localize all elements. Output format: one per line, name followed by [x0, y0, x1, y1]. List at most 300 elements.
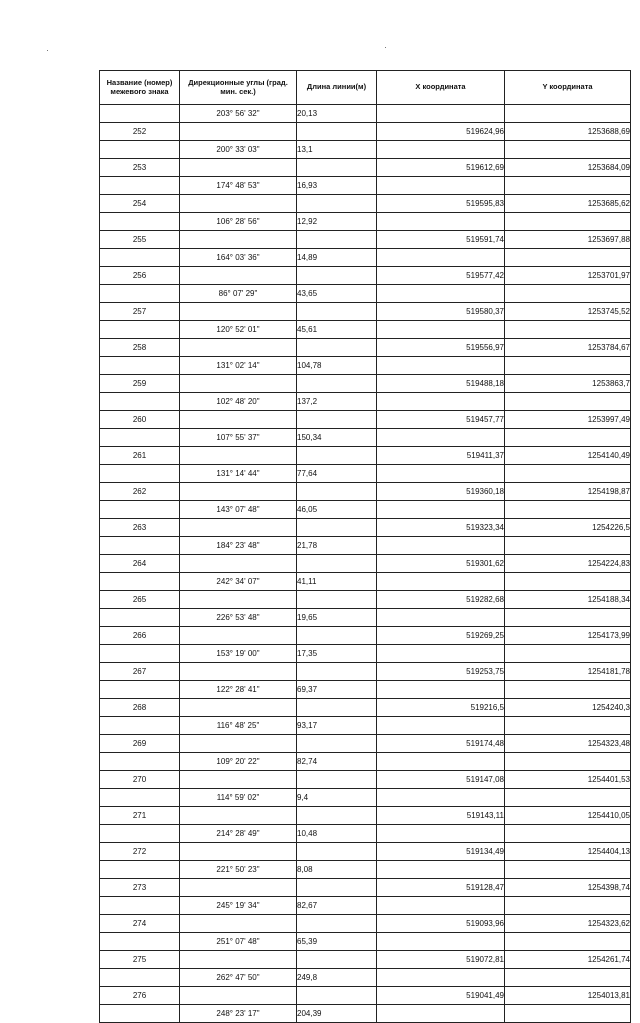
- empty-cell: [297, 231, 377, 249]
- x-coordinate-cell: 519253,75: [377, 663, 505, 681]
- y-coordinate-cell: 1253784,67: [505, 339, 631, 357]
- empty-cell: [100, 465, 180, 483]
- point-row: [100, 483, 631, 501]
- empty-cell: [377, 393, 505, 411]
- point-row: [100, 267, 631, 285]
- empty-cell: [180, 663, 297, 681]
- segment-row: [100, 537, 631, 555]
- direction-angle-cell: 131° 14' 44": [180, 465, 297, 483]
- y-coordinate-cell: 1254323,62: [505, 915, 631, 933]
- empty-cell: [297, 555, 377, 573]
- empty-cell: [505, 501, 631, 519]
- segment-row: [100, 357, 631, 375]
- direction-angle-cell: 200° 33' 03": [180, 141, 297, 159]
- segment-row: [100, 141, 631, 159]
- empty-cell: [297, 159, 377, 177]
- empty-cell: [505, 249, 631, 267]
- empty-cell: [297, 663, 377, 681]
- direction-angle-cell: 214° 28' 49": [180, 825, 297, 843]
- marker-number-cell: 275: [100, 951, 180, 969]
- empty-cell: [100, 321, 180, 339]
- empty-cell: [180, 519, 297, 537]
- point-row: [100, 519, 631, 537]
- x-coordinate-cell: 519143,11: [377, 807, 505, 825]
- marker-number-cell: 261: [100, 447, 180, 465]
- empty-cell: [297, 483, 377, 501]
- marker-number-cell: 268: [100, 699, 180, 717]
- point-row: [100, 771, 631, 789]
- x-coordinate-cell: 519174,48: [377, 735, 505, 753]
- empty-cell: [100, 897, 180, 915]
- y-coordinate-cell: 1254181,78: [505, 663, 631, 681]
- empty-cell: [100, 681, 180, 699]
- empty-cell: [505, 321, 631, 339]
- direction-angle-cell: 107° 55' 37": [180, 429, 297, 447]
- y-coordinate-cell: 1253745,52: [505, 303, 631, 321]
- direction-angle-cell: 262° 47' 50": [180, 969, 297, 987]
- empty-cell: [297, 807, 377, 825]
- x-coordinate-cell: 519216,5: [377, 699, 505, 717]
- empty-cell: [100, 609, 180, 627]
- empty-cell: [180, 627, 297, 645]
- empty-cell: [505, 177, 631, 195]
- segment-row: [100, 825, 631, 843]
- line-length-cell: 150,34: [297, 429, 377, 447]
- empty-cell: [100, 393, 180, 411]
- empty-cell: [297, 735, 377, 753]
- y-coordinate-cell: 1254226,5: [505, 519, 631, 537]
- y-coordinate-cell: 1253863,7: [505, 375, 631, 393]
- empty-cell: [100, 753, 180, 771]
- marker-number-cell: 266: [100, 627, 180, 645]
- line-length-cell: 77,64: [297, 465, 377, 483]
- x-coordinate-cell: 519595,83: [377, 195, 505, 213]
- empty-cell: [180, 807, 297, 825]
- x-coordinate-cell: 519556,97: [377, 339, 505, 357]
- line-length-cell: 20,13: [297, 105, 377, 123]
- empty-cell: [100, 213, 180, 231]
- segment-row: [100, 249, 631, 267]
- direction-angle-cell: 143° 07' 48": [180, 501, 297, 519]
- empty-cell: [100, 429, 180, 447]
- x-coordinate-cell: 519323,34: [377, 519, 505, 537]
- table-body: [100, 105, 631, 1023]
- empty-cell: [377, 429, 505, 447]
- line-length-cell: 82,74: [297, 753, 377, 771]
- marker-number-cell: 258: [100, 339, 180, 357]
- y-coordinate-cell: 1254261,74: [505, 951, 631, 969]
- empty-cell: [297, 375, 377, 393]
- y-coordinate-cell: 1254240,3: [505, 699, 631, 717]
- line-length-cell: 13,1: [297, 141, 377, 159]
- point-row: [100, 627, 631, 645]
- y-coordinate-cell: 1253697,88: [505, 231, 631, 249]
- point-row: [100, 339, 631, 357]
- empty-cell: [180, 699, 297, 717]
- point-row: [100, 303, 631, 321]
- empty-cell: [505, 645, 631, 663]
- empty-cell: [505, 1005, 631, 1023]
- header-name: Название (номер) межевого знака: [100, 71, 180, 105]
- empty-cell: [297, 771, 377, 789]
- point-row: [100, 195, 631, 213]
- empty-cell: [505, 537, 631, 555]
- point-row: [100, 951, 631, 969]
- empty-cell: [297, 123, 377, 141]
- x-coordinate-cell: 519134,49: [377, 843, 505, 861]
- segment-row: [100, 861, 631, 879]
- line-length-cell: 65,39: [297, 933, 377, 951]
- empty-cell: [100, 861, 180, 879]
- marker-number-cell: 272: [100, 843, 180, 861]
- empty-cell: [505, 465, 631, 483]
- line-length-cell: 69,37: [297, 681, 377, 699]
- y-coordinate-cell: 1254198,87: [505, 483, 631, 501]
- line-length-cell: 82,67: [297, 897, 377, 915]
- empty-cell: [100, 501, 180, 519]
- direction-angle-cell: 221° 50' 23": [180, 861, 297, 879]
- y-coordinate-cell: 1254140,49: [505, 447, 631, 465]
- empty-cell: [297, 591, 377, 609]
- empty-cell: [100, 1005, 180, 1023]
- marker-number-cell: 276: [100, 987, 180, 1005]
- x-coordinate-cell: 519093,96: [377, 915, 505, 933]
- empty-cell: [377, 537, 505, 555]
- x-coordinate-cell: 519577,42: [377, 267, 505, 285]
- x-coordinate-cell: 519457,77: [377, 411, 505, 429]
- empty-cell: [505, 933, 631, 951]
- marker-number-cell: 263: [100, 519, 180, 537]
- empty-cell: [377, 105, 505, 123]
- line-length-cell: 46,05: [297, 501, 377, 519]
- x-coordinate-cell: 519282,68: [377, 591, 505, 609]
- segment-row: [100, 213, 631, 231]
- empty-cell: [505, 753, 631, 771]
- point-row: [100, 375, 631, 393]
- marker-number-cell: 260: [100, 411, 180, 429]
- segment-row: [100, 429, 631, 447]
- point-row: [100, 159, 631, 177]
- marker-number-cell: 253: [100, 159, 180, 177]
- empty-cell: [100, 933, 180, 951]
- empty-cell: [377, 141, 505, 159]
- empty-cell: [180, 771, 297, 789]
- header-length: Длина линии(м): [297, 71, 377, 105]
- point-row: [100, 699, 631, 717]
- empty-cell: [377, 645, 505, 663]
- empty-cell: [505, 393, 631, 411]
- direction-angle-cell: 174° 48' 53": [180, 177, 297, 195]
- point-row: [100, 843, 631, 861]
- marker-number-cell: 264: [100, 555, 180, 573]
- empty-cell: [180, 447, 297, 465]
- empty-cell: [377, 1005, 505, 1023]
- line-length-cell: 17,35: [297, 645, 377, 663]
- table-header-row: [100, 71, 631, 105]
- point-row: [100, 591, 631, 609]
- x-coordinate-cell: 519624,96: [377, 123, 505, 141]
- direction-angle-cell: 106° 28' 56": [180, 213, 297, 231]
- empty-cell: [505, 681, 631, 699]
- empty-cell: [100, 537, 180, 555]
- direction-angle-cell: 153° 19' 00": [180, 645, 297, 663]
- marker-number-cell: 256: [100, 267, 180, 285]
- point-row: [100, 807, 631, 825]
- scan-speck: [47, 50, 48, 51]
- line-length-cell: 12,92: [297, 213, 377, 231]
- x-coordinate-cell: 519269,25: [377, 627, 505, 645]
- segment-row: [100, 897, 631, 915]
- empty-cell: [100, 249, 180, 267]
- empty-cell: [377, 177, 505, 195]
- segment-row: [100, 609, 631, 627]
- marker-number-cell: 270: [100, 771, 180, 789]
- marker-number-cell: 271: [100, 807, 180, 825]
- x-coordinate-cell: 519411,37: [377, 447, 505, 465]
- empty-cell: [377, 465, 505, 483]
- segment-row: [100, 753, 631, 771]
- segment-row: [100, 177, 631, 195]
- segment-row: [100, 105, 631, 123]
- segment-row: [100, 717, 631, 735]
- empty-cell: [297, 303, 377, 321]
- direction-angle-cell: 86° 07' 29": [180, 285, 297, 303]
- point-row: [100, 915, 631, 933]
- empty-cell: [505, 717, 631, 735]
- point-row: [100, 735, 631, 753]
- empty-cell: [297, 519, 377, 537]
- segment-row: [100, 933, 631, 951]
- empty-cell: [505, 141, 631, 159]
- empty-cell: [377, 609, 505, 627]
- empty-cell: [180, 411, 297, 429]
- empty-cell: [297, 699, 377, 717]
- line-length-cell: 16,93: [297, 177, 377, 195]
- direction-angle-cell: 114° 59' 02": [180, 789, 297, 807]
- header-x-coordinate: X координата: [377, 71, 505, 105]
- line-length-cell: 204,39: [297, 1005, 377, 1023]
- scan-speck: [385, 47, 386, 48]
- point-row: [100, 231, 631, 249]
- empty-cell: [505, 213, 631, 231]
- empty-cell: [100, 177, 180, 195]
- empty-cell: [505, 285, 631, 303]
- empty-cell: [377, 249, 505, 267]
- empty-cell: [505, 573, 631, 591]
- segment-row: [100, 501, 631, 519]
- point-row: [100, 663, 631, 681]
- empty-cell: [180, 735, 297, 753]
- marker-number-cell: 254: [100, 195, 180, 213]
- line-length-cell: 9,4: [297, 789, 377, 807]
- marker-number-cell: 269: [100, 735, 180, 753]
- empty-cell: [297, 339, 377, 357]
- empty-cell: [180, 951, 297, 969]
- direction-angle-cell: 248° 23' 17": [180, 1005, 297, 1023]
- empty-cell: [377, 969, 505, 987]
- marker-number-cell: 273: [100, 879, 180, 897]
- empty-cell: [180, 591, 297, 609]
- empty-cell: [297, 879, 377, 897]
- empty-cell: [377, 213, 505, 231]
- x-coordinate-cell: 519072,81: [377, 951, 505, 969]
- segment-row: [100, 681, 631, 699]
- empty-cell: [505, 789, 631, 807]
- point-row: [100, 411, 631, 429]
- empty-cell: [180, 915, 297, 933]
- line-length-cell: 137,2: [297, 393, 377, 411]
- y-coordinate-cell: 1254188,34: [505, 591, 631, 609]
- point-row: [100, 123, 631, 141]
- y-coordinate-cell: 1254323,48: [505, 735, 631, 753]
- empty-cell: [377, 573, 505, 591]
- line-length-cell: 93,17: [297, 717, 377, 735]
- line-length-cell: 19,65: [297, 609, 377, 627]
- empty-cell: [100, 285, 180, 303]
- direction-angle-cell: 164° 03' 36": [180, 249, 297, 267]
- marker-number-cell: 267: [100, 663, 180, 681]
- x-coordinate-cell: 519488,18: [377, 375, 505, 393]
- empty-cell: [377, 897, 505, 915]
- empty-cell: [297, 195, 377, 213]
- y-coordinate-cell: 1253685,62: [505, 195, 631, 213]
- x-coordinate-cell: 519301,62: [377, 555, 505, 573]
- empty-cell: [297, 411, 377, 429]
- empty-cell: [297, 987, 377, 1005]
- direction-angle-cell: 251° 07' 48": [180, 933, 297, 951]
- segment-row: [100, 1005, 631, 1023]
- header-y-coordinate: Y координата: [505, 71, 631, 105]
- y-coordinate-cell: 1253997,49: [505, 411, 631, 429]
- empty-cell: [180, 555, 297, 573]
- y-coordinate-cell: 1254410,05: [505, 807, 631, 825]
- point-row: [100, 447, 631, 465]
- x-coordinate-cell: 519612,69: [377, 159, 505, 177]
- line-length-cell: 249,8: [297, 969, 377, 987]
- empty-cell: [180, 339, 297, 357]
- point-row: [100, 879, 631, 897]
- empty-cell: [180, 123, 297, 141]
- empty-cell: [297, 267, 377, 285]
- y-coordinate-cell: 1254401,53: [505, 771, 631, 789]
- boundary-coordinates-table: [99, 70, 631, 1023]
- line-length-cell: 21,78: [297, 537, 377, 555]
- empty-cell: [180, 195, 297, 213]
- empty-cell: [377, 285, 505, 303]
- header-direction: Дирекционные углы (град. мин. сек.): [180, 71, 297, 105]
- direction-angle-cell: 102° 48' 20": [180, 393, 297, 411]
- segment-row: [100, 969, 631, 987]
- empty-cell: [297, 627, 377, 645]
- empty-cell: [297, 915, 377, 933]
- direction-angle-cell: 242° 34' 07": [180, 573, 297, 591]
- x-coordinate-cell: 519591,74: [377, 231, 505, 249]
- empty-cell: [100, 645, 180, 663]
- marker-number-cell: 265: [100, 591, 180, 609]
- empty-cell: [377, 789, 505, 807]
- empty-cell: [100, 357, 180, 375]
- segment-row: [100, 285, 631, 303]
- empty-cell: [100, 789, 180, 807]
- line-length-cell: 14,89: [297, 249, 377, 267]
- empty-cell: [180, 987, 297, 1005]
- x-coordinate-cell: 519580,37: [377, 303, 505, 321]
- direction-angle-cell: 184° 23' 48": [180, 537, 297, 555]
- empty-cell: [377, 861, 505, 879]
- direction-angle-cell: 245° 19' 34": [180, 897, 297, 915]
- x-coordinate-cell: 519041,49: [377, 987, 505, 1005]
- line-length-cell: 104,78: [297, 357, 377, 375]
- marker-number-cell: 255: [100, 231, 180, 249]
- empty-cell: [505, 429, 631, 447]
- empty-cell: [100, 717, 180, 735]
- empty-cell: [297, 447, 377, 465]
- direction-angle-cell: 131° 02' 14": [180, 357, 297, 375]
- empty-cell: [505, 357, 631, 375]
- empty-cell: [180, 843, 297, 861]
- marker-number-cell: 257: [100, 303, 180, 321]
- direction-angle-cell: 226° 53' 48": [180, 609, 297, 627]
- empty-cell: [505, 105, 631, 123]
- empty-cell: [377, 321, 505, 339]
- point-row: [100, 987, 631, 1005]
- empty-cell: [297, 843, 377, 861]
- y-coordinate-cell: 1254404,13: [505, 843, 631, 861]
- line-length-cell: 45,61: [297, 321, 377, 339]
- y-coordinate-cell: 1253688,69: [505, 123, 631, 141]
- point-row: [100, 555, 631, 573]
- y-coordinate-cell: 1254173,99: [505, 627, 631, 645]
- empty-cell: [377, 501, 505, 519]
- x-coordinate-cell: 519128,47: [377, 879, 505, 897]
- empty-cell: [505, 861, 631, 879]
- empty-cell: [505, 825, 631, 843]
- empty-cell: [100, 141, 180, 159]
- direction-angle-cell: 109° 20' 22": [180, 753, 297, 771]
- y-coordinate-cell: 1254013,81: [505, 987, 631, 1005]
- y-coordinate-cell: 1254398,74: [505, 879, 631, 897]
- empty-cell: [180, 159, 297, 177]
- empty-cell: [377, 933, 505, 951]
- direction-angle-cell: 120° 52' 01": [180, 321, 297, 339]
- empty-cell: [377, 357, 505, 375]
- empty-cell: [100, 969, 180, 987]
- empty-cell: [377, 825, 505, 843]
- segment-row: [100, 645, 631, 663]
- empty-cell: [180, 879, 297, 897]
- line-length-cell: 43,65: [297, 285, 377, 303]
- empty-cell: [377, 753, 505, 771]
- empty-cell: [180, 267, 297, 285]
- empty-cell: [505, 609, 631, 627]
- y-coordinate-cell: 1253701,97: [505, 267, 631, 285]
- empty-cell: [180, 375, 297, 393]
- line-length-cell: 8,08: [297, 861, 377, 879]
- direction-angle-cell: 122° 28' 41": [180, 681, 297, 699]
- segment-row: [100, 321, 631, 339]
- y-coordinate-cell: 1254224,83: [505, 555, 631, 573]
- marker-number-cell: 259: [100, 375, 180, 393]
- direction-angle-cell: 116° 48' 25": [180, 717, 297, 735]
- line-length-cell: 10,48: [297, 825, 377, 843]
- empty-cell: [100, 573, 180, 591]
- empty-cell: [505, 969, 631, 987]
- y-coordinate-cell: 1253684,09: [505, 159, 631, 177]
- direction-angle-cell: 203° 56' 32": [180, 105, 297, 123]
- empty-cell: [100, 825, 180, 843]
- empty-cell: [505, 897, 631, 915]
- x-coordinate-cell: 519360,18: [377, 483, 505, 501]
